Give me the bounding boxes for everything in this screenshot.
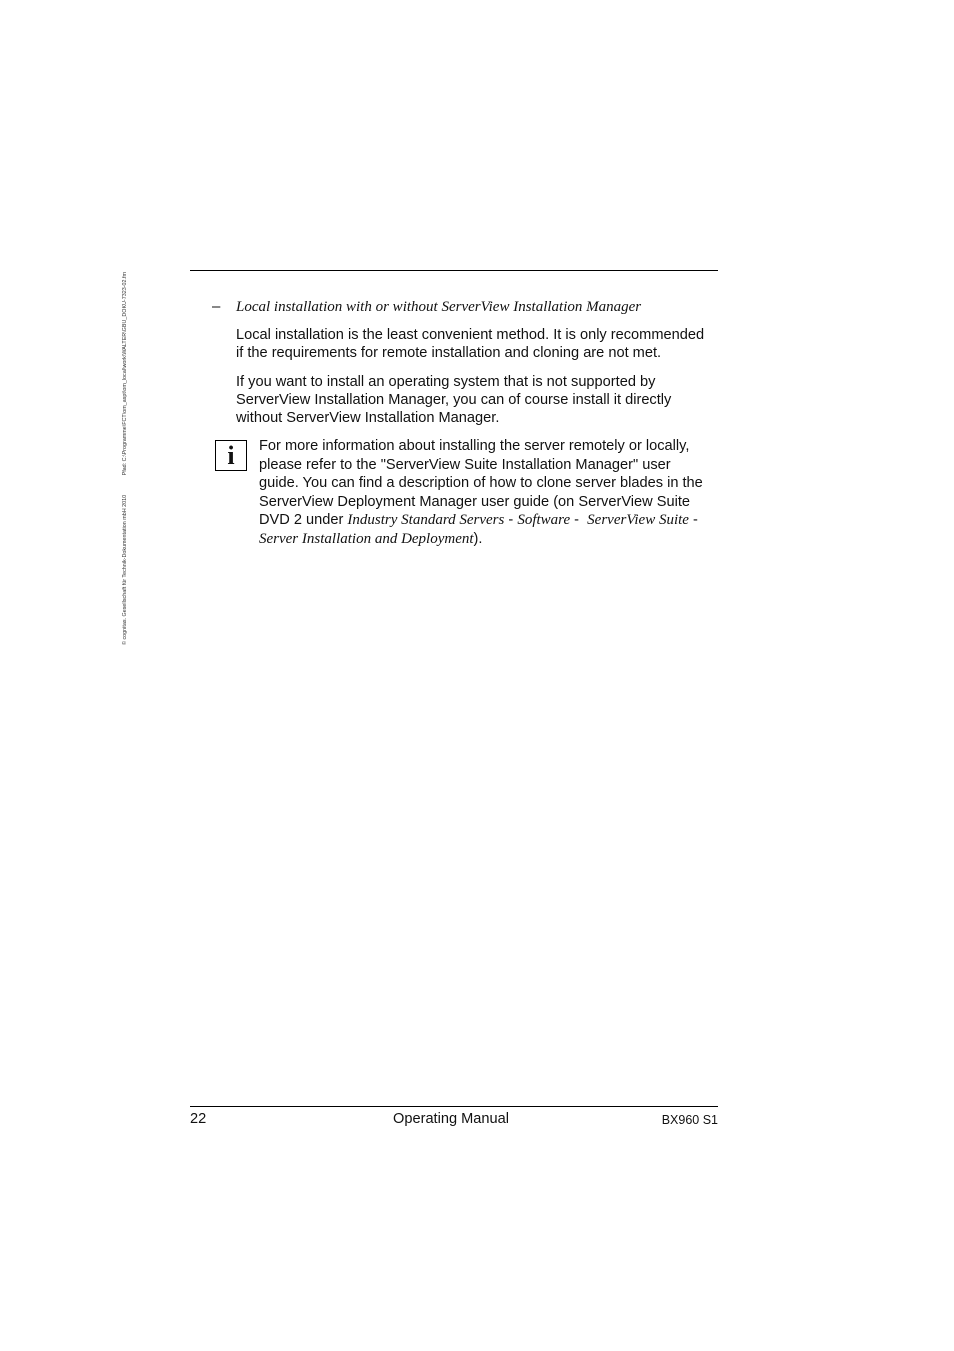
side-margin-note [118,235,132,645]
path-separator: - [504,512,518,529]
paragraph-line: If you want to install an operating system that is not supported by [236,374,656,390]
path-separator: - [570,512,584,529]
copyright-note: © cognitas. Gesellschaft für Technik-Dokumentation mbH 2010 [122,494,128,645]
path-separator: - [688,512,698,529]
file-path-note: Pfad: C:\Programme\FCT\om_aspt\om_local\work\WALTER\GBU_DOKU-7323-02.fm [122,272,128,476]
bullet-heading: Local installation with or without ServerView Installation Manager [236,299,642,315]
note-text: ). [473,530,483,547]
paragraph-local-installation [236,326,726,362]
paragraph-line: without ServerView Installation Manager. [236,410,500,427]
note-line: For more information about installing the server remotely or locally, [259,438,690,454]
menu-path-item: Industry Standard Servers [347,512,505,529]
footer-title: Operating Manual [393,1111,510,1127]
page-number: 22 [190,1111,207,1127]
menu-path-item: Server Installation and Deployment [259,530,474,547]
bullet-dash: – [212,298,221,315]
menu-path-item: Software [517,512,571,529]
note-text: DVD 2 under [259,512,348,529]
paragraph-line: ServerView Installation Manager, you can of course install it directly [236,392,672,409]
footer-model: BX960 S1 [661,1113,718,1127]
note-line: please refer to the "ServerView Suite Installation Manager" user [259,456,671,473]
note-line: ServerView Deployment Manager user guide (on ServerView Suite [259,493,691,510]
paragraph-line: if the requirements for remote installation and cloning are not met. [236,345,662,362]
paragraph-unsupported-os [236,373,726,428]
menu-path-item: ServerView Suite [587,512,689,529]
note-line: guide. You can find a description of how to clone server blades in the [259,475,703,492]
info-icon: i [215,440,247,471]
note-line [259,530,729,549]
paragraph-line: Local installation is the least convenient method. It is only recommended [236,327,705,343]
info-note [259,437,729,549]
header-rule [190,270,718,271]
footer-rule [190,1106,718,1107]
note-line [259,511,729,530]
